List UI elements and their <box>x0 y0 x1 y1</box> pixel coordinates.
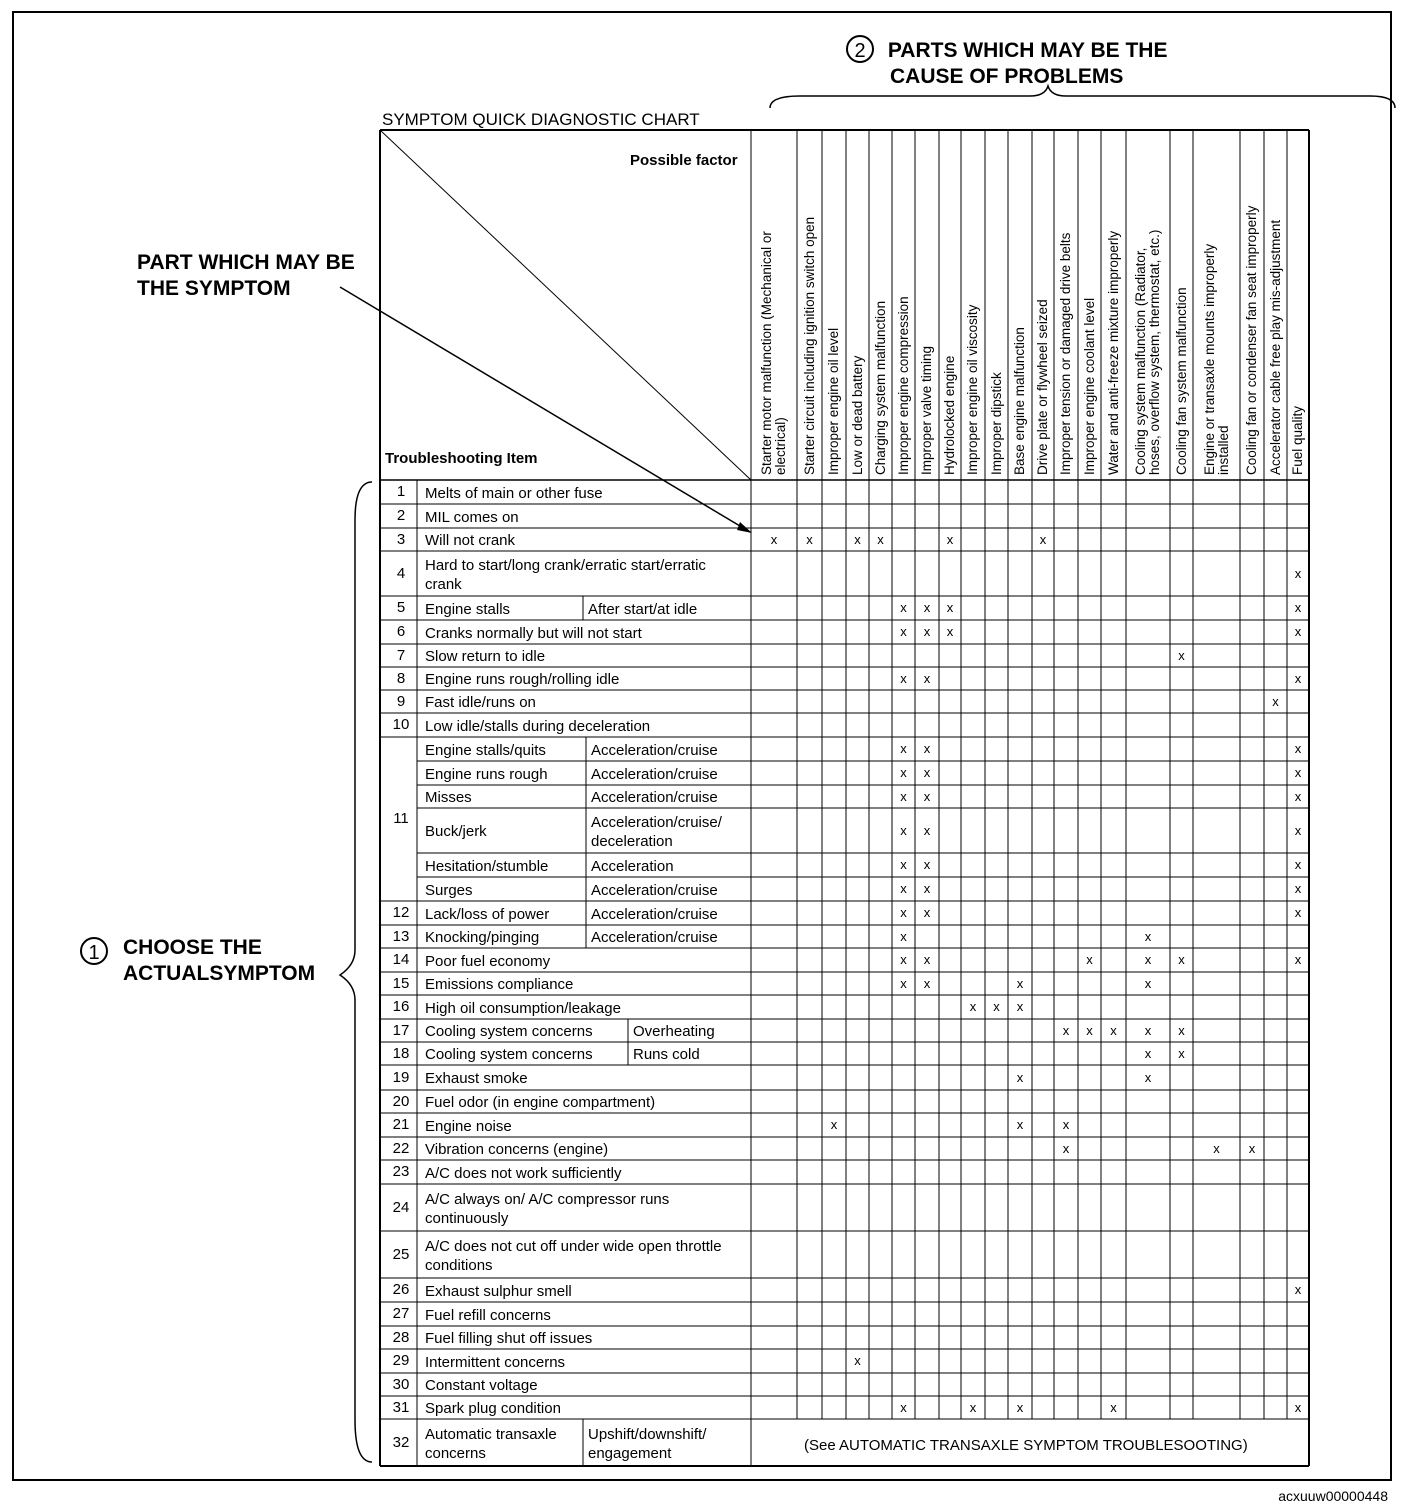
cause-mark: x <box>1294 670 1302 686</box>
cause-mark: x <box>923 765 931 780</box>
row-item-text: Engine runs rough <box>425 765 548 783</box>
row-number: 14 <box>392 951 410 968</box>
row-number: 31 <box>392 1398 410 1416</box>
row-condition-text: Acceleration/cruise <box>591 741 718 759</box>
cause-mark: x <box>1062 1117 1070 1132</box>
cause-mark: x <box>900 788 907 804</box>
cause-mark: x <box>1086 1022 1093 1038</box>
possible-factor-label: Possible factor <box>630 152 738 169</box>
row-item-text: Lack/loss of power <box>425 905 550 923</box>
factor-header: Low or dead battery <box>849 355 865 475</box>
factor-header: Improper dipstick <box>988 372 1004 475</box>
cause-mark: x <box>1178 952 1185 967</box>
row-number: 8 <box>396 669 406 687</box>
symptom-bracket <box>340 482 372 1462</box>
row-condition-text: Acceleration/cruise/ deceleration <box>591 813 722 850</box>
row-item-text: A/C does not work sufficiently <box>425 1164 622 1182</box>
cause-mark: x <box>1294 624 1302 639</box>
parts-callout-line-1: PARTS WHICH MAY BE THE <box>887 39 1168 62</box>
cause-mark: x <box>1294 822 1302 838</box>
cause-mark: x <box>1294 1282 1302 1297</box>
factor-header: hoses, overflow system, thermostat, etc.) <box>1147 229 1162 475</box>
cause-mark: x <box>1178 1022 1185 1038</box>
factor-header: Starter motor malfunction (Mechanical or <box>759 231 774 475</box>
row-item-text: Engine noise <box>425 1117 512 1135</box>
factor-header: Water and anti-freeze mixture improperly <box>1105 230 1121 475</box>
cause-mark: x <box>1294 857 1302 872</box>
row-item-text: Spark plug condition <box>425 1400 561 1417</box>
cause-mark: x <box>923 952 931 967</box>
cause-mark: x <box>806 531 813 547</box>
cause-mark: x <box>900 975 907 991</box>
cause-mark: x <box>1294 565 1302 581</box>
row-item-text: Fuel odor (in engine compartment) <box>425 1094 656 1111</box>
cause-mark: x <box>1294 952 1302 967</box>
row-condition-text: Acceleration/cruise <box>591 905 718 923</box>
factor-header: Fuel quality <box>1290 405 1305 475</box>
row-item-text: Buck/jerk <box>425 823 487 840</box>
cause-mark: x <box>1110 1022 1117 1038</box>
row-number: 11 <box>393 810 409 827</box>
cause-mark: x <box>923 905 931 920</box>
choose-callout-number: 1 <box>80 937 108 965</box>
row-condition-text: Runs cold <box>633 1046 700 1063</box>
cause-mark: x <box>993 999 1000 1014</box>
cause-mark: x <box>923 975 931 991</box>
row-item-text: Emissions compliance <box>425 976 574 993</box>
row-number: 2 <box>396 507 406 524</box>
row-item-text: Engine stalls/quits <box>425 741 546 759</box>
factor-header: Accelerator cable free play mis-adjustment <box>1267 219 1283 475</box>
cause-mark: x <box>1016 1069 1024 1085</box>
cause-mark: x <box>770 531 778 547</box>
row-item-text: Hesitation/stumble <box>425 857 549 875</box>
parts-callout-number: 2 <box>846 35 874 63</box>
row-number: 12 <box>392 904 410 921</box>
cause-mark: x <box>900 670 907 686</box>
row-number: 32 <box>392 1433 410 1451</box>
cause-mark: x <box>1039 531 1047 547</box>
cause-mark: x <box>923 822 931 838</box>
row-number: 21 <box>392 1116 410 1133</box>
row-item-text: Cranks normally but will not start <box>425 624 642 642</box>
row-item-text: Melts of main or other fuse <box>425 484 603 502</box>
row-item-text: Vibration concerns (engine) <box>425 1141 609 1158</box>
cause-mark: x <box>900 857 907 872</box>
row-condition-text: After start/at idle <box>588 600 698 618</box>
row-condition-text: Overheating <box>633 1023 715 1040</box>
factor-header: Improper engine compression <box>895 296 911 475</box>
cause-mark: x <box>1294 600 1302 615</box>
cause-mark: x <box>969 999 977 1014</box>
factor-header: Engine or transaxle mounts improperly <box>1201 243 1217 475</box>
row-item-text: Low idle/stalls during deceleration <box>425 717 651 735</box>
cause-mark: x <box>1144 928 1152 944</box>
cause-mark: x <box>1016 975 1024 991</box>
factor-header: Improper engine coolant level <box>1081 297 1097 475</box>
chart-title: SYMPTOM QUICK DIAGNOSTIC CHART <box>382 110 700 129</box>
cause-mark: x <box>1294 788 1302 804</box>
cause-mark: x <box>1144 1069 1152 1085</box>
cause-mark: x <box>1178 1045 1185 1061</box>
row-item-text: Fuel refill concerns <box>425 1306 551 1324</box>
cause-mark: x <box>1294 905 1302 920</box>
cause-mark: x <box>923 881 931 896</box>
row-number: 5 <box>396 599 406 616</box>
cause-mark: x <box>900 881 907 896</box>
row-number: 24 <box>392 1198 410 1216</box>
row-item-text: MIL comes on <box>425 508 519 526</box>
cause-mark: x <box>1144 952 1152 967</box>
header-diagonal <box>380 130 751 480</box>
row-item-text: Engine stalls <box>425 600 511 618</box>
row-item-text: Fuel filling shut off issues <box>425 1330 593 1347</box>
cause-mark: x <box>946 531 954 547</box>
cause-mark: x <box>900 952 907 967</box>
troubleshooting-item-label: Troubleshooting Item <box>385 450 538 467</box>
cause-mark: x <box>900 600 907 615</box>
row-item-text: Cooling system concerns <box>425 1023 593 1040</box>
factor-header: Improper engine oil level <box>826 327 841 475</box>
factor-header: Cooling fan system malfunction <box>1173 287 1189 475</box>
row-item-text: Poor fuel economy <box>425 952 551 970</box>
row-number: 4 <box>396 564 406 582</box>
cause-mark: x <box>1062 1022 1070 1038</box>
cause-mark: x <box>830 1117 838 1132</box>
cause-mark: x <box>900 928 907 944</box>
symptom-part-line-1: PART WHICH MAY BE <box>137 251 355 274</box>
row-number: 15 <box>392 974 410 992</box>
row-number: 28 <box>392 1328 410 1346</box>
factor-header: Improper valve timing <box>919 345 934 475</box>
row-number: 7 <box>396 646 406 664</box>
factor-header: Improper tension or damaged drive belts <box>1058 232 1073 475</box>
factor-header: Hydrolocked engine <box>942 355 957 475</box>
footer-note: (See AUTOMATIC TRANSAXLE SYMPTOM TROUBLESOOTING) <box>804 1437 1248 1454</box>
cause-mark: x <box>923 624 931 639</box>
cause-mark: x <box>923 857 931 872</box>
cause-mark: x <box>1144 1022 1152 1038</box>
cause-mark: x <box>923 788 931 804</box>
row-number: 13 <box>392 927 410 945</box>
cause-mark: x <box>877 531 884 547</box>
row-number: 9 <box>396 692 406 710</box>
cause-mark: x <box>854 1353 861 1368</box>
cause-mark: x <box>1144 1045 1152 1061</box>
row-item-text: A/C always on/ A/C compressor runs continuously <box>425 1190 670 1227</box>
factor-header: installed <box>1215 425 1231 475</box>
row-condition-text: Acceleration/cruise <box>591 881 718 899</box>
row-number: 29 <box>392 1352 410 1369</box>
parts-callout-line-2: CAUSE OF PROBLEMS <box>890 65 1124 88</box>
cause-mark: x <box>1294 1399 1302 1415</box>
factor-header: Improper engine oil viscosity <box>965 304 980 475</box>
row-number: 17 <box>392 1021 410 1039</box>
row-condition-text: Upshift/downshift/ engagement <box>588 1425 707 1462</box>
row-item-text: Automatic transaxle concerns <box>425 1425 557 1462</box>
row-item-text: Intermittent concerns <box>425 1353 566 1371</box>
cause-mark: x <box>969 1399 977 1415</box>
cause-mark: x <box>900 765 907 780</box>
cause-mark: x <box>1016 1399 1024 1415</box>
row-item-text: A/C does not cut off under wide open throttle conditions <box>425 1237 722 1274</box>
cause-mark: x <box>1086 952 1093 967</box>
row-number: 22 <box>392 1139 410 1157</box>
row-number: 27 <box>392 1305 410 1322</box>
row-item-text: High oil consumption/leakage <box>425 999 621 1017</box>
cause-mark: x <box>923 600 931 615</box>
row-condition-text: Acceleration <box>591 857 674 875</box>
factor-header: Cooling system malfunction (Radiator, <box>1133 247 1148 475</box>
row-number: 23 <box>392 1163 410 1180</box>
row-item-text: Misses <box>425 789 472 806</box>
row-number: 19 <box>392 1068 410 1086</box>
cause-mark: x <box>1144 975 1152 991</box>
symptom-part-line-2: THE SYMPTOM <box>137 277 291 300</box>
cause-mark: x <box>1294 765 1302 780</box>
row-condition-text: Acceleration/cruise <box>591 929 718 946</box>
cause-mark: x <box>923 670 931 686</box>
cause-mark: x <box>1294 881 1302 896</box>
row-number: 25 <box>392 1245 410 1263</box>
row-item-text: Hard to start/long crank/erratic start/erratic crank <box>425 556 706 593</box>
cause-mark: x <box>900 624 907 639</box>
factor-header: Starter circuit including ignition switch open <box>801 216 817 475</box>
cause-mark: x <box>1272 693 1279 709</box>
row-item-text: Knocking/pinging <box>425 929 540 946</box>
factor-header: Drive plate or flywheel seized <box>1035 299 1050 475</box>
row-number: 20 <box>392 1092 410 1110</box>
row-condition-text: Acceleration/cruise <box>591 789 718 806</box>
parts-bracket <box>770 86 1395 108</box>
choose-line-2: ACTUALSYMPTOM <box>123 962 316 985</box>
factor-header: Base engine malfunction <box>1012 327 1027 475</box>
factor-header: Charging system malfunction <box>872 300 888 475</box>
row-number: 16 <box>392 998 410 1015</box>
row-item-text: Constant voltage <box>425 1377 538 1394</box>
row-number: 26 <box>392 1281 410 1298</box>
factor-header: Cooling fan or condenser fan seat improperly <box>1244 205 1259 475</box>
cause-mark: x <box>946 600 954 615</box>
row-item-text: Surges <box>425 881 473 899</box>
row-item-text: Slow return to idle <box>425 648 546 665</box>
cause-mark: x <box>1178 647 1185 663</box>
row-item-text: Engine runs rough/rolling idle <box>425 671 620 688</box>
row-item-text: Exhaust sulphur smell <box>425 1282 572 1300</box>
cause-mark: x <box>946 624 954 639</box>
factor-header: electrical) <box>773 417 788 475</box>
cause-mark: x <box>1062 1140 1070 1156</box>
cause-mark: x <box>900 1399 907 1415</box>
row-number: 30 <box>392 1375 410 1393</box>
cause-mark: x <box>1016 999 1024 1014</box>
cause-mark: x <box>1213 1140 1220 1156</box>
cause-mark: x <box>1248 1140 1256 1156</box>
row-number: 1 <box>396 483 406 500</box>
row-number: 10 <box>392 716 410 733</box>
choose-line-1: CHOOSE THE <box>123 936 262 959</box>
row-condition-text: Acceleration/cruise <box>591 765 718 783</box>
row-item-text: Fast idle/runs on <box>425 694 536 711</box>
row-number: 3 <box>396 530 406 548</box>
row-item-text: Exhaust smoke <box>425 1070 528 1087</box>
cause-mark: x <box>1016 1117 1024 1132</box>
row-item-text: Cooling system concerns <box>425 1046 593 1063</box>
cause-mark: x <box>900 822 907 838</box>
row-number: 6 <box>396 623 406 640</box>
cause-mark: x <box>923 741 931 756</box>
row-item-text: Will not crank <box>425 532 516 549</box>
cause-mark: x <box>1294 741 1302 756</box>
cause-mark: x <box>900 905 907 920</box>
cause-mark: x <box>854 531 861 547</box>
cause-mark: x <box>1110 1399 1117 1415</box>
footer-id: acxuuw00000448 <box>1278 1488 1388 1504</box>
cause-mark: x <box>900 741 907 756</box>
row-number: 18 <box>392 1044 410 1062</box>
